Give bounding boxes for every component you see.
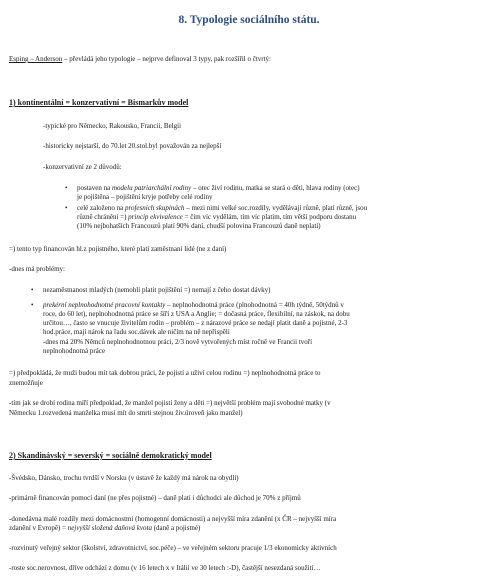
s1-bullet1-line2: je pojištěna – pojištění kryje potřeby celé rodiny [77,193,213,201]
s1-bullet4-line3: určitou…, často se vnucuje živitelům rodin – problém – z nárazové práce se nedají platit daně a pojistné, 2-3 [43,319,348,327]
s1-bullet3: nezaměstnanost mladých (nemohli platit pojištění =) nemají z čeho dostat dávky) [43,286,271,294]
s1-bullet2-line1: celé založeno na profesních skupinách – mezi nimi velké soc.rozdíly, vydělávají různě, platí různě, jsou [77,204,368,212]
s1-assumption-line2: znemožňuje [9,379,43,387]
s1-bullet2-line2: různě chráněni =) princip ekvivalence = čím víc vydělám, tím víc platím, tím větší podporu dostanu [77,213,357,221]
s1-line-countries: -typické pro Německo, Rakousko, Francii, Belgii [43,122,182,130]
s1-bullet4-line2: roce, do 60 let), neplnohodnotná práce se šíří z USA a Anglie; = dočasná práce, flexibilní, na záskok, na dobu [43,310,350,318]
bullet-icon: • [31,301,34,309]
intro-line [9,55,271,64]
s1-line-history: -historicky nejstarší, do 70.let 20.stol.byl považován za nejlepší [43,142,222,150]
s1-bullet1-line1: postaven na modelu patriarchální rodiny – otec živí rodinu, matka se stará o děti, hlava rodiny (otec) [77,184,360,192]
s1-bullet4-line5: -dnes má 20% Němců neplnohodnotnou práci, 2/3 nově vytvořených míst ročně ve Francii tvoří [43,338,313,346]
s1-bullet2-line3: (10% nejbohatších Francouzů platí 90% daní, chudší polovina Francouzů daně neplatí) [77,222,321,230]
bullet-icon: • [65,204,68,212]
intro-text: – převládá jeho typologie – nejprve definoval 3 typy, pak rozšířil o čtvrtý: [62,55,271,63]
section2-heading: 2) Skandinávský = severský = sociálně demokratický model [9,451,212,460]
s1-line-reasons: -konzervativní ze 2 důvodů: [43,163,122,171]
page-title: 8. Typologie sociálního státu. [178,14,320,26]
s1-family-line1: -tím jak se drobí rodina míří předpoklad, že manžel pojistí ženy a děti =) největší problém mají svobodné matky (v [9,399,331,407]
s2-inequality: -roste soc.nerovnost, dříve odchází z domu (v 16 letech x v Itálii ve 30 letech :-D), častější nesezdaná soužití… [9,564,321,572]
author-name: Esping – Anderson [9,55,63,63]
s1-bullet4-line1: prekérní neplnohodnotné pracovní kontakty – neplnohodnotná práce (plnohodnotná = 40h týdně, 50týdnů v [43,301,344,309]
s2-countries: -Švédsko, Dánsko, trochu tvrdší v Norsku (v ústavě že každý má nárok na obydlí) [9,474,239,482]
s2-taxes-line2: zdanění v Evropě) = nejvyšší složená daňová kvota (daně a pojistné) [9,524,201,532]
s1-bullet4-line6: neplnohodnotná práce [43,347,106,355]
s1-financing: =) tento typ financován hl.z pojistného, které platí zaměstnaní lidé (ne z daní) [9,245,227,253]
s2-financing: -primárně financován pomocí daní (ne přes pojistné) – daně platí i důchodci ale důchod je 70% z příjmů [9,494,301,502]
s1-assumption-line1: =) předpokládá, že muži budou mít tak dobrou práci, že pojistí a uživí celou rodinu =) neplnohodnotná práce to [9,369,321,377]
s2-public-sector: -rozvinutý veřejný sektor (školství, zdravotnictví, soc.péče) – ve veřejném sektoru pracuje 1/3 ekonomicky aktivních [9,544,337,552]
bullet-icon: • [31,286,34,294]
section1-heading: 1) kontinentální = konzervativní = Bismarkův model [9,98,189,107]
bullet-icon: • [65,184,68,192]
s1-problems: -dnes má problémy: [9,265,65,273]
s1-family-line2: Německu 1.rozvedená manželka musí mít do smrti stejnou živ.úroveň jako manžel) [9,409,243,417]
s2-taxes-line1: -donedávna malé rozdíly mezi domácnostmi (homogenní domácnosti) a nejvyšší míra zdanění (x ČR – nejvyšší míra [9,515,337,523]
s1-bullet4-line4: hod.práce, mají nárok na řadu soc.dávek ale ničím na ně nepřispěli [43,328,230,336]
